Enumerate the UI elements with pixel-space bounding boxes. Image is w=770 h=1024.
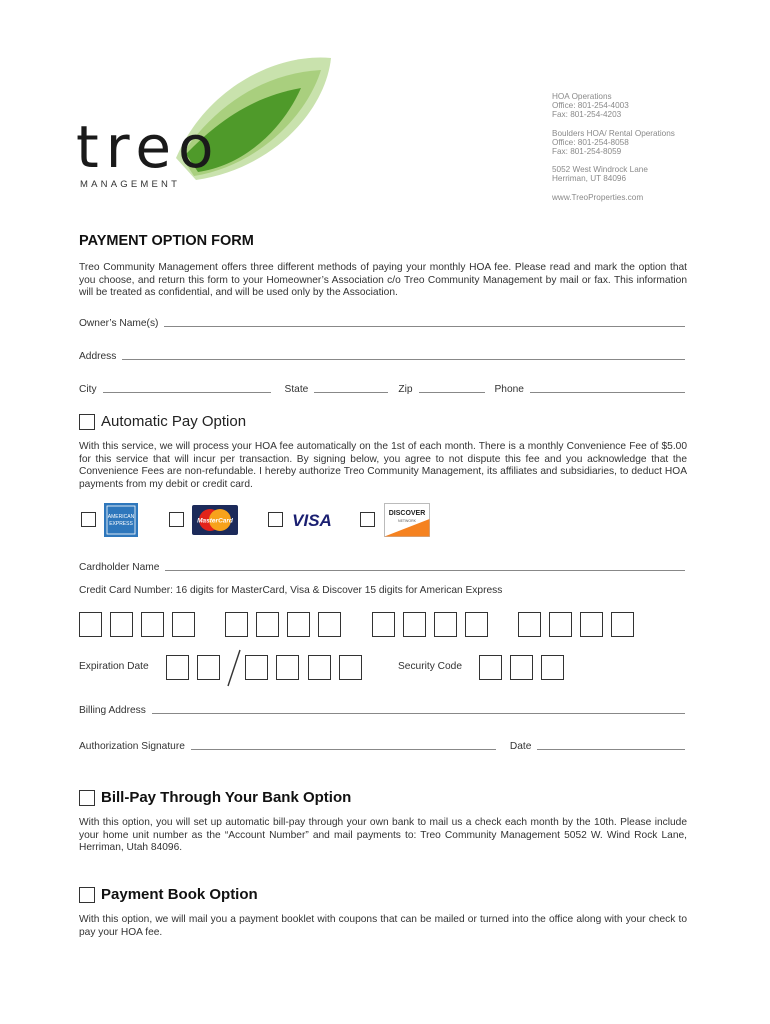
phone-label: Phone	[494, 384, 524, 395]
card-digit-box[interactable]	[372, 612, 395, 637]
card-digit-box[interactable]	[110, 612, 133, 637]
zip-label: Zip	[398, 384, 413, 395]
expiration-date-label: Expiration Date	[79, 661, 149, 672]
payment-book-checkbox[interactable]	[79, 887, 95, 903]
treo-logo	[76, 48, 336, 198]
billing-address-field[interactable]	[79, 705, 685, 716]
security-digit-box[interactable]	[510, 655, 533, 680]
discover-checkbox[interactable]	[360, 512, 375, 527]
discover-text: DISCOVER	[388, 510, 426, 517]
bill-pay-description: With this option, you will set up automatic bill-pay through your own bank to mail us a check each month by the 10th. Please include your home unit number as the “Account Number” and mail payments to: Treo Community Management 5052 W. Wind Rock Lane, Herriman, Utah 84096.	[79, 817, 687, 854]
card-digit-box[interactable]	[318, 612, 341, 637]
authorization-signature-line[interactable]	[191, 749, 496, 750]
amex-checkbox[interactable]	[81, 512, 96, 527]
owners-name-label: Owner’s Name(s)	[79, 318, 159, 329]
card-digit-box[interactable]	[434, 612, 457, 637]
discover-network-text: NETWORK	[398, 519, 416, 523]
payment-book-description: With this option, we will mail you a payment booklet with coupons that can be mailed or turned into the office along with your check to pay your HOA fee.	[79, 914, 687, 938]
cardholder-name-label: Cardholder Name	[79, 562, 160, 573]
state-line[interactable]	[314, 392, 388, 393]
payment-book-heading: Payment Book Option	[101, 886, 258, 903]
contact-line: Office: 801-254-4003	[552, 101, 629, 111]
card-digit-box[interactable]	[79, 612, 102, 637]
logo-subtitle: MANAGEMENT	[80, 179, 181, 190]
card-digit-box[interactable]	[611, 612, 634, 637]
amex-line-2: EXPRESS	[109, 521, 133, 527]
website-link[interactable]: www.TreoProperties.com	[552, 192, 644, 202]
expiration-digit-box[interactable]	[339, 655, 362, 680]
automatic-pay-checkbox[interactable]	[79, 414, 95, 430]
form-title: PAYMENT OPTION FORM	[79, 233, 254, 249]
card-digit-box[interactable]	[580, 612, 603, 637]
contact-line: Office: 801-254-8058	[552, 137, 629, 147]
visa-logo-icon	[289, 509, 335, 531]
expiration-digit-box[interactable]	[245, 655, 268, 680]
card-type-selector	[79, 503, 439, 537]
owners-name-field[interactable]	[79, 318, 685, 329]
automatic-pay-heading: Automatic Pay Option	[101, 413, 247, 430]
card-digit-box[interactable]	[465, 612, 488, 637]
discover-logo-icon	[384, 503, 430, 537]
cardholder-name-field[interactable]	[79, 562, 685, 573]
date-label: Date	[509, 741, 532, 752]
security-code-label: Security Code	[398, 661, 462, 672]
mastercard-logo-icon	[192, 505, 238, 535]
card-digit-box[interactable]	[225, 612, 248, 637]
amex-logo-icon	[104, 503, 138, 537]
date-line[interactable]	[537, 749, 685, 750]
owners-name-line[interactable]	[164, 326, 685, 327]
card-digit-box[interactable]	[256, 612, 279, 637]
mastercard-checkbox[interactable]	[169, 512, 184, 527]
date-slash-icon	[226, 648, 242, 688]
contact-line: Boulders HOA/ Rental Operations	[552, 128, 675, 138]
card-digit-box[interactable]	[141, 612, 164, 637]
expiration-digit-box[interactable]	[166, 655, 189, 680]
authorization-signature-label: Authorization Signature	[79, 741, 185, 752]
card-digit-box[interactable]	[172, 612, 195, 637]
expiration-digit-box[interactable]	[276, 655, 299, 680]
zip-line[interactable]	[419, 392, 485, 393]
card-digit-box[interactable]	[403, 612, 426, 637]
visa-text: VISA	[292, 511, 332, 530]
security-digit-box[interactable]	[479, 655, 502, 680]
bill-pay-checkbox[interactable]	[79, 790, 95, 806]
signature-date-row	[79, 741, 685, 752]
contact-line: Fax: 801-254-8059	[552, 147, 622, 157]
address-label: Address	[79, 351, 117, 362]
expiration-digit-box[interactable]	[197, 655, 220, 680]
amex-line-1: AMERICAN	[107, 514, 135, 520]
mastercard-text: MasterCard	[197, 517, 233, 525]
state-label: State	[284, 384, 309, 395]
phone-line[interactable]	[530, 392, 685, 393]
card-digit-box[interactable]	[549, 612, 572, 637]
city-label: City	[79, 384, 97, 395]
security-digit-box[interactable]	[541, 655, 564, 680]
address-line[interactable]	[122, 359, 685, 360]
contact-info	[552, 92, 675, 202]
payment-book-option[interactable]	[79, 886, 258, 903]
contact-line: 5052 West Windrock Lane	[552, 165, 648, 175]
contact-line: HOA Operations	[552, 92, 612, 101]
bill-pay-heading: Bill-Pay Through Your Bank Option	[101, 789, 352, 806]
logo-wordmark: treo	[76, 113, 221, 181]
automatic-pay-option[interactable]	[79, 413, 246, 430]
contact-line: Herriman, UT 84096	[552, 174, 627, 184]
bill-pay-option[interactable]	[79, 789, 351, 806]
cardholder-name-line[interactable]	[165, 570, 685, 571]
card-digit-box[interactable]	[287, 612, 310, 637]
intro-paragraph: Treo Community Management offers three different methods of paying your monthly HOA fee. Please read and mark the option that you choose, and return this form to your Homeowner’s Association c/o Treo Community Management by mail or fax. This information will be treated as confidential, and will be used only by the Association.	[79, 262, 687, 299]
address-field[interactable]	[79, 351, 685, 362]
card-number-label: Credit Card Number: 16 digits for MasterCard, Visa & Discover 15 digits for American Express	[79, 585, 503, 596]
billing-address-label: Billing Address	[79, 705, 146, 716]
billing-address-line[interactable]	[152, 713, 685, 714]
automatic-pay-description: With this service, we will process your HOA fee automatically on the 1st of each month. There is a monthly Convenience Fee of $5.00 for this service that will incur per transaction. By signing below, you agree to not dispute this fee and you acknowledge that the Convenience Fees are non-refundable. I hereby authorize Treo Community Management, its affiliates and subsidiaries, to deduct HOA payments from my debit or credit card.	[79, 441, 687, 490]
visa-checkbox[interactable]	[268, 512, 283, 527]
expiration-digit-box[interactable]	[308, 655, 331, 680]
city-line[interactable]	[103, 392, 271, 393]
card-digit-box[interactable]	[518, 612, 541, 637]
contact-line: Fax: 801-254-4203	[552, 110, 622, 120]
city-state-zip-phone-row	[79, 384, 685, 395]
